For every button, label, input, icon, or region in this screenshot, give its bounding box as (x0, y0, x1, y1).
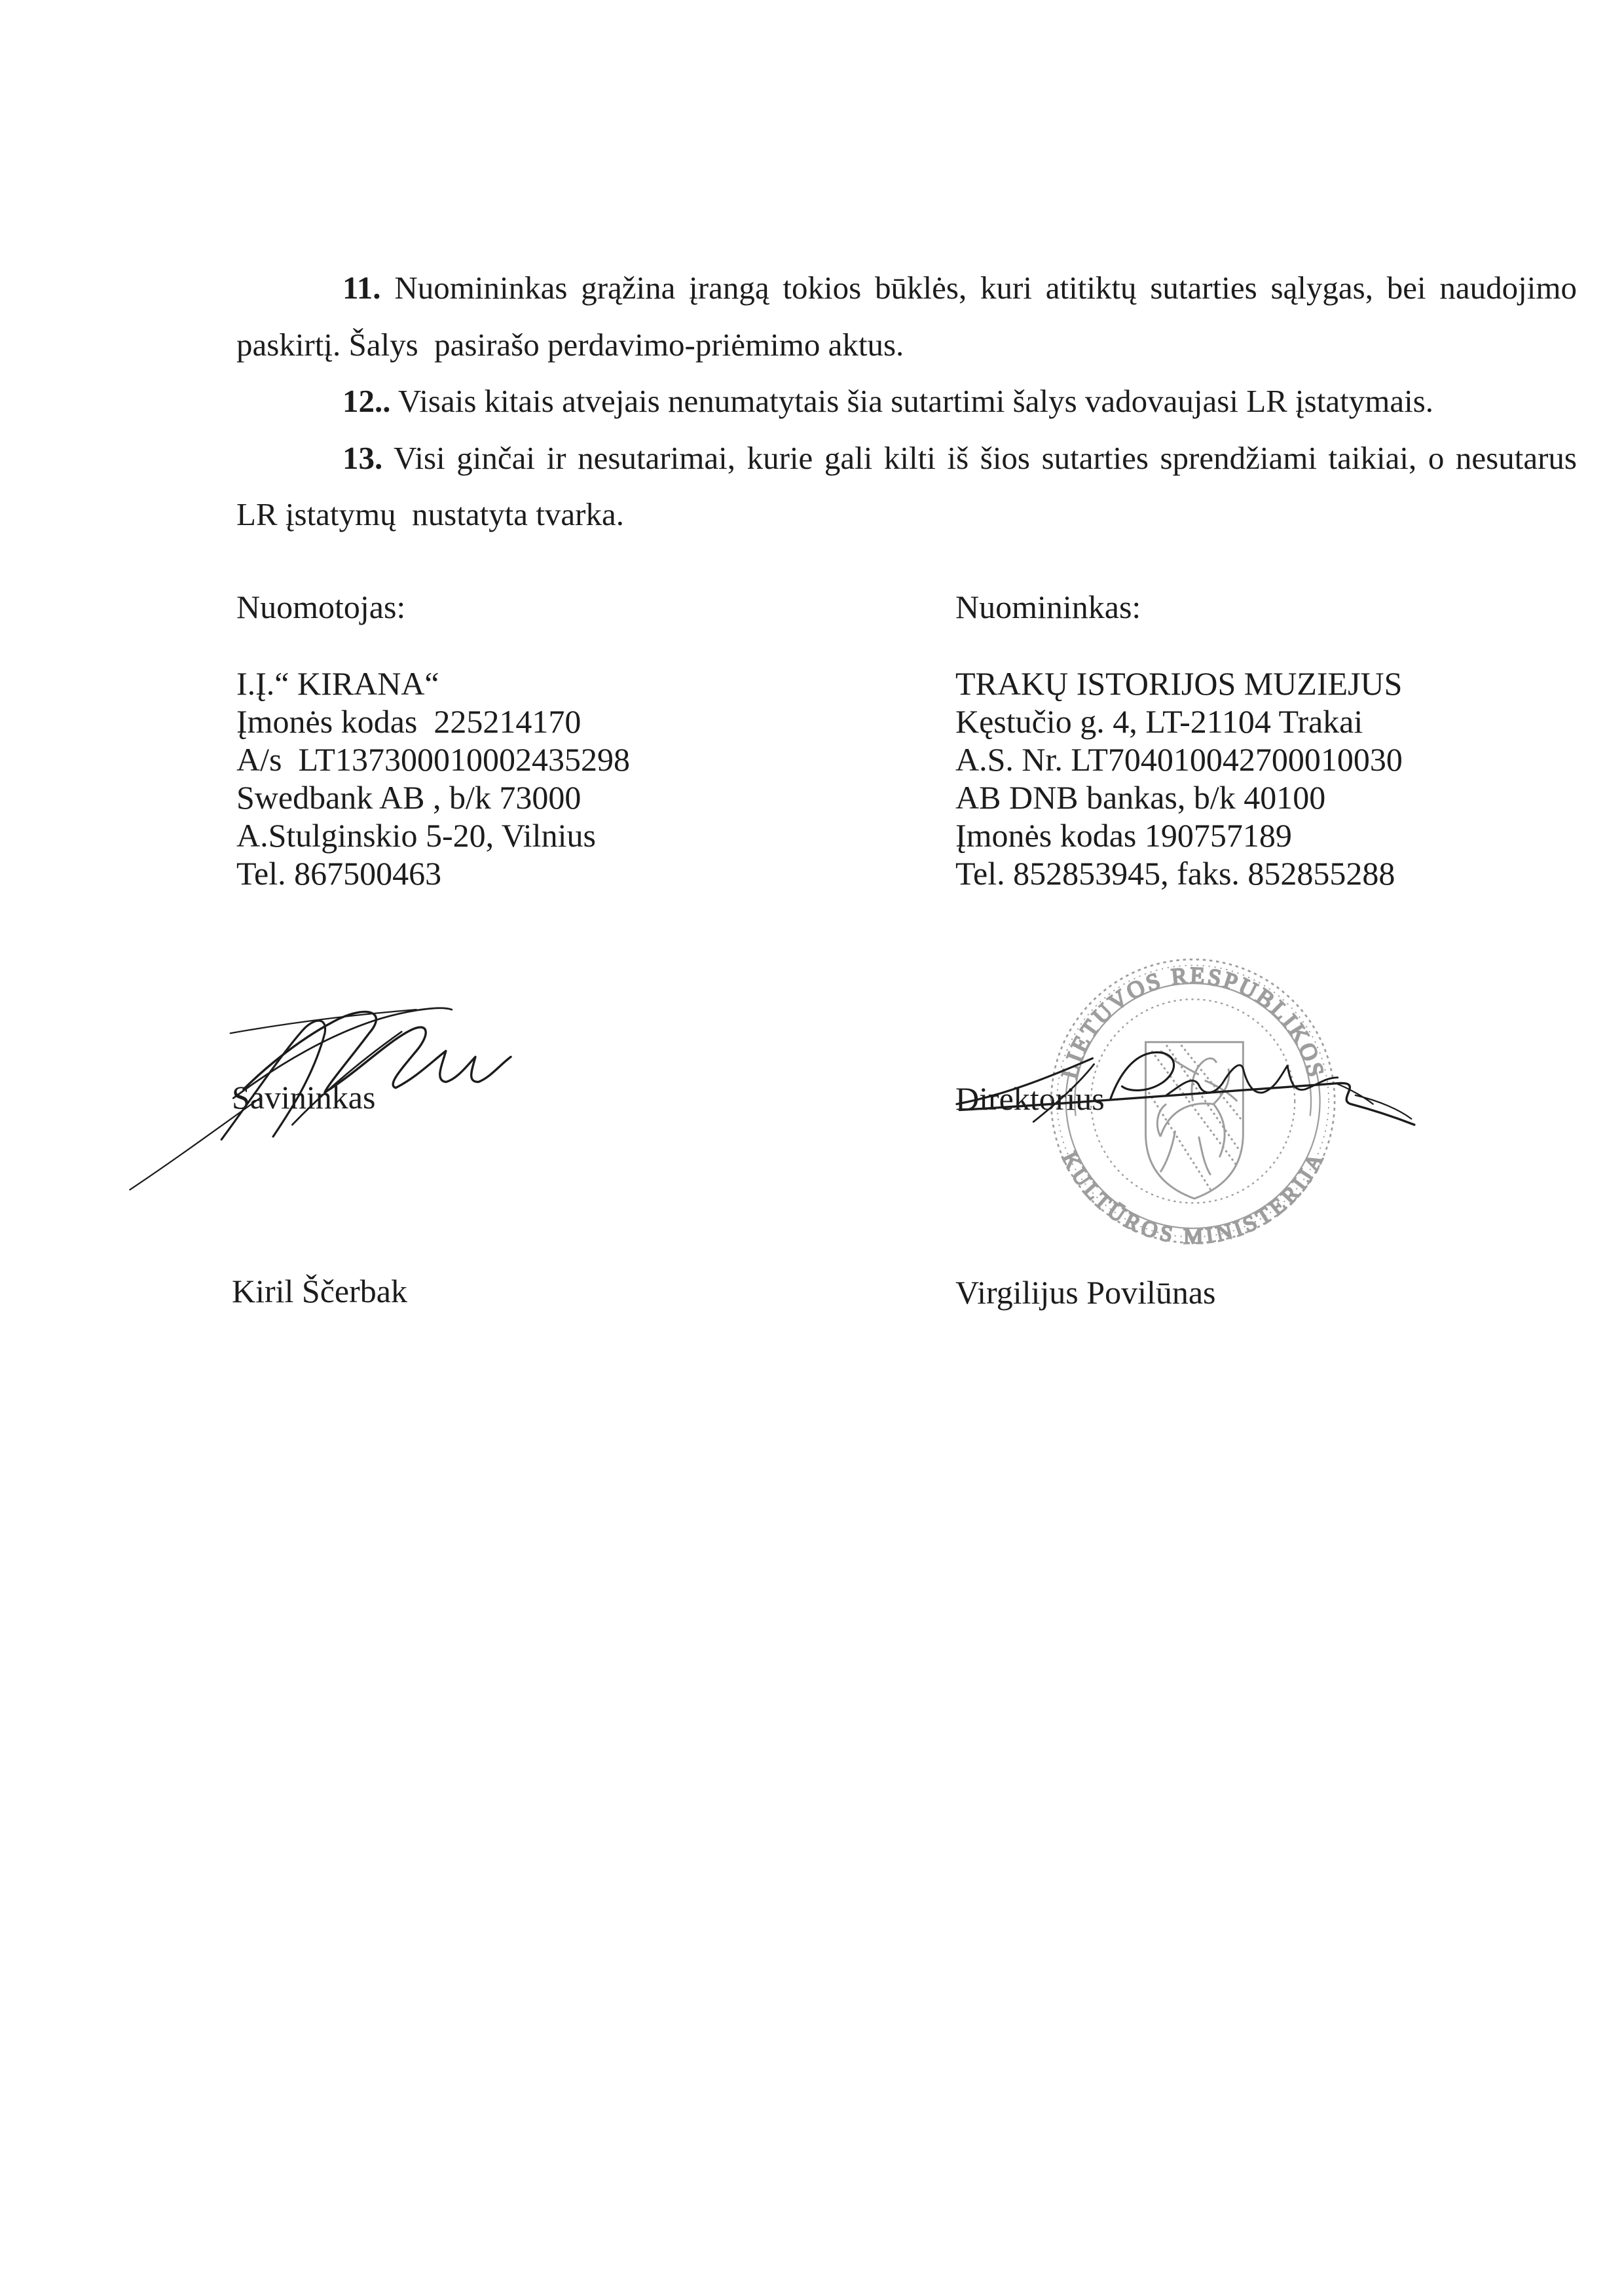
lessee-signatory-name: Virgilijus Povilūnas (955, 1274, 1216, 1311)
lessor-signatory-role: Savininkas (232, 1079, 376, 1116)
clause-number: 12.. (342, 383, 391, 419)
clause-line (236, 373, 1577, 430)
clause-number: 13. (342, 439, 383, 476)
lessee-company-name: TRAKŲ ISTORIJOS MUZIEJUS (955, 665, 1403, 702)
stamp-top-lettering: LIETUVOS RESPUBLIKOS (1056, 962, 1330, 1082)
lessee-requisites (955, 588, 1403, 892)
clause-number: 11. (342, 270, 381, 306)
lessor-company-code: Įmonės kodas 225214170 (236, 703, 581, 740)
lessee-address: Kęstučio g. 4, LT-21104 Trakai (955, 703, 1363, 740)
clause-11 (236, 260, 1577, 373)
lessee-company-code: Įmonės kodas 190757189 (955, 817, 1292, 854)
lessor-signature-block (232, 1002, 407, 1386)
signature-stroke (1336, 1084, 1411, 1119)
clause-text: Visi ginčai ir nesutarimai, kurie gali kilti iš šios sutarties sprendžiami taikiai, o nesutarus (393, 439, 1577, 476)
lessee-heading: Nuomininkas: (955, 589, 1141, 625)
lessor-signatory-name: Kiril Ščerbak (232, 1273, 407, 1309)
stamp-bottom-lettering: KULTŪROS MINISTERIJA (1056, 1148, 1329, 1249)
clause-line: paskirtį. Šalys pasirašo perdavimo-priėmimo aktus. (236, 326, 904, 363)
clause-text: Visais kitais atvejais nenumatytais šia sutartimi šalys vadovaujasi LR įstatymais. (397, 383, 1434, 419)
lessor-requisites (236, 588, 630, 892)
clause-text: Nuomininkas grąžina įrangą tokios būklės, kuri atitiktų sutarties sąlygas, bei naudojimo (394, 270, 1578, 306)
clause-13 (236, 430, 1577, 543)
lessee-signatory-role: Direktorius (955, 1080, 1105, 1117)
clause-12 (236, 373, 1577, 430)
lessee-bank-account: A.S. Nr. LT704010042700010030 (955, 741, 1403, 778)
clause-line: LR įstatymų nustatyta tvarka. (236, 496, 624, 532)
lessee-phone-fax: Tel. 852853945, faks. 852855288 (955, 855, 1395, 892)
contract-clauses (236, 260, 1577, 543)
lessor-address: A.Stulginskio 5-20, Vilnius (236, 817, 596, 854)
lessor-heading: Nuomotojas: (236, 589, 406, 625)
lessee-signature-block (955, 1004, 1216, 1387)
lessor-bank: Swedbank AB , b/k 73000 (236, 779, 581, 816)
lessor-bank-account: A/s LT137300010002435298 (236, 741, 630, 778)
lessor-company-name: I.Į.“ KIRANA“ (236, 665, 439, 702)
lessee-bank: AB DNB bankas, b/k 40100 (955, 779, 1326, 816)
clause-line (236, 260, 1577, 317)
clause-line (236, 430, 1577, 487)
lessor-phone: Tel. 867500463 (236, 855, 442, 892)
